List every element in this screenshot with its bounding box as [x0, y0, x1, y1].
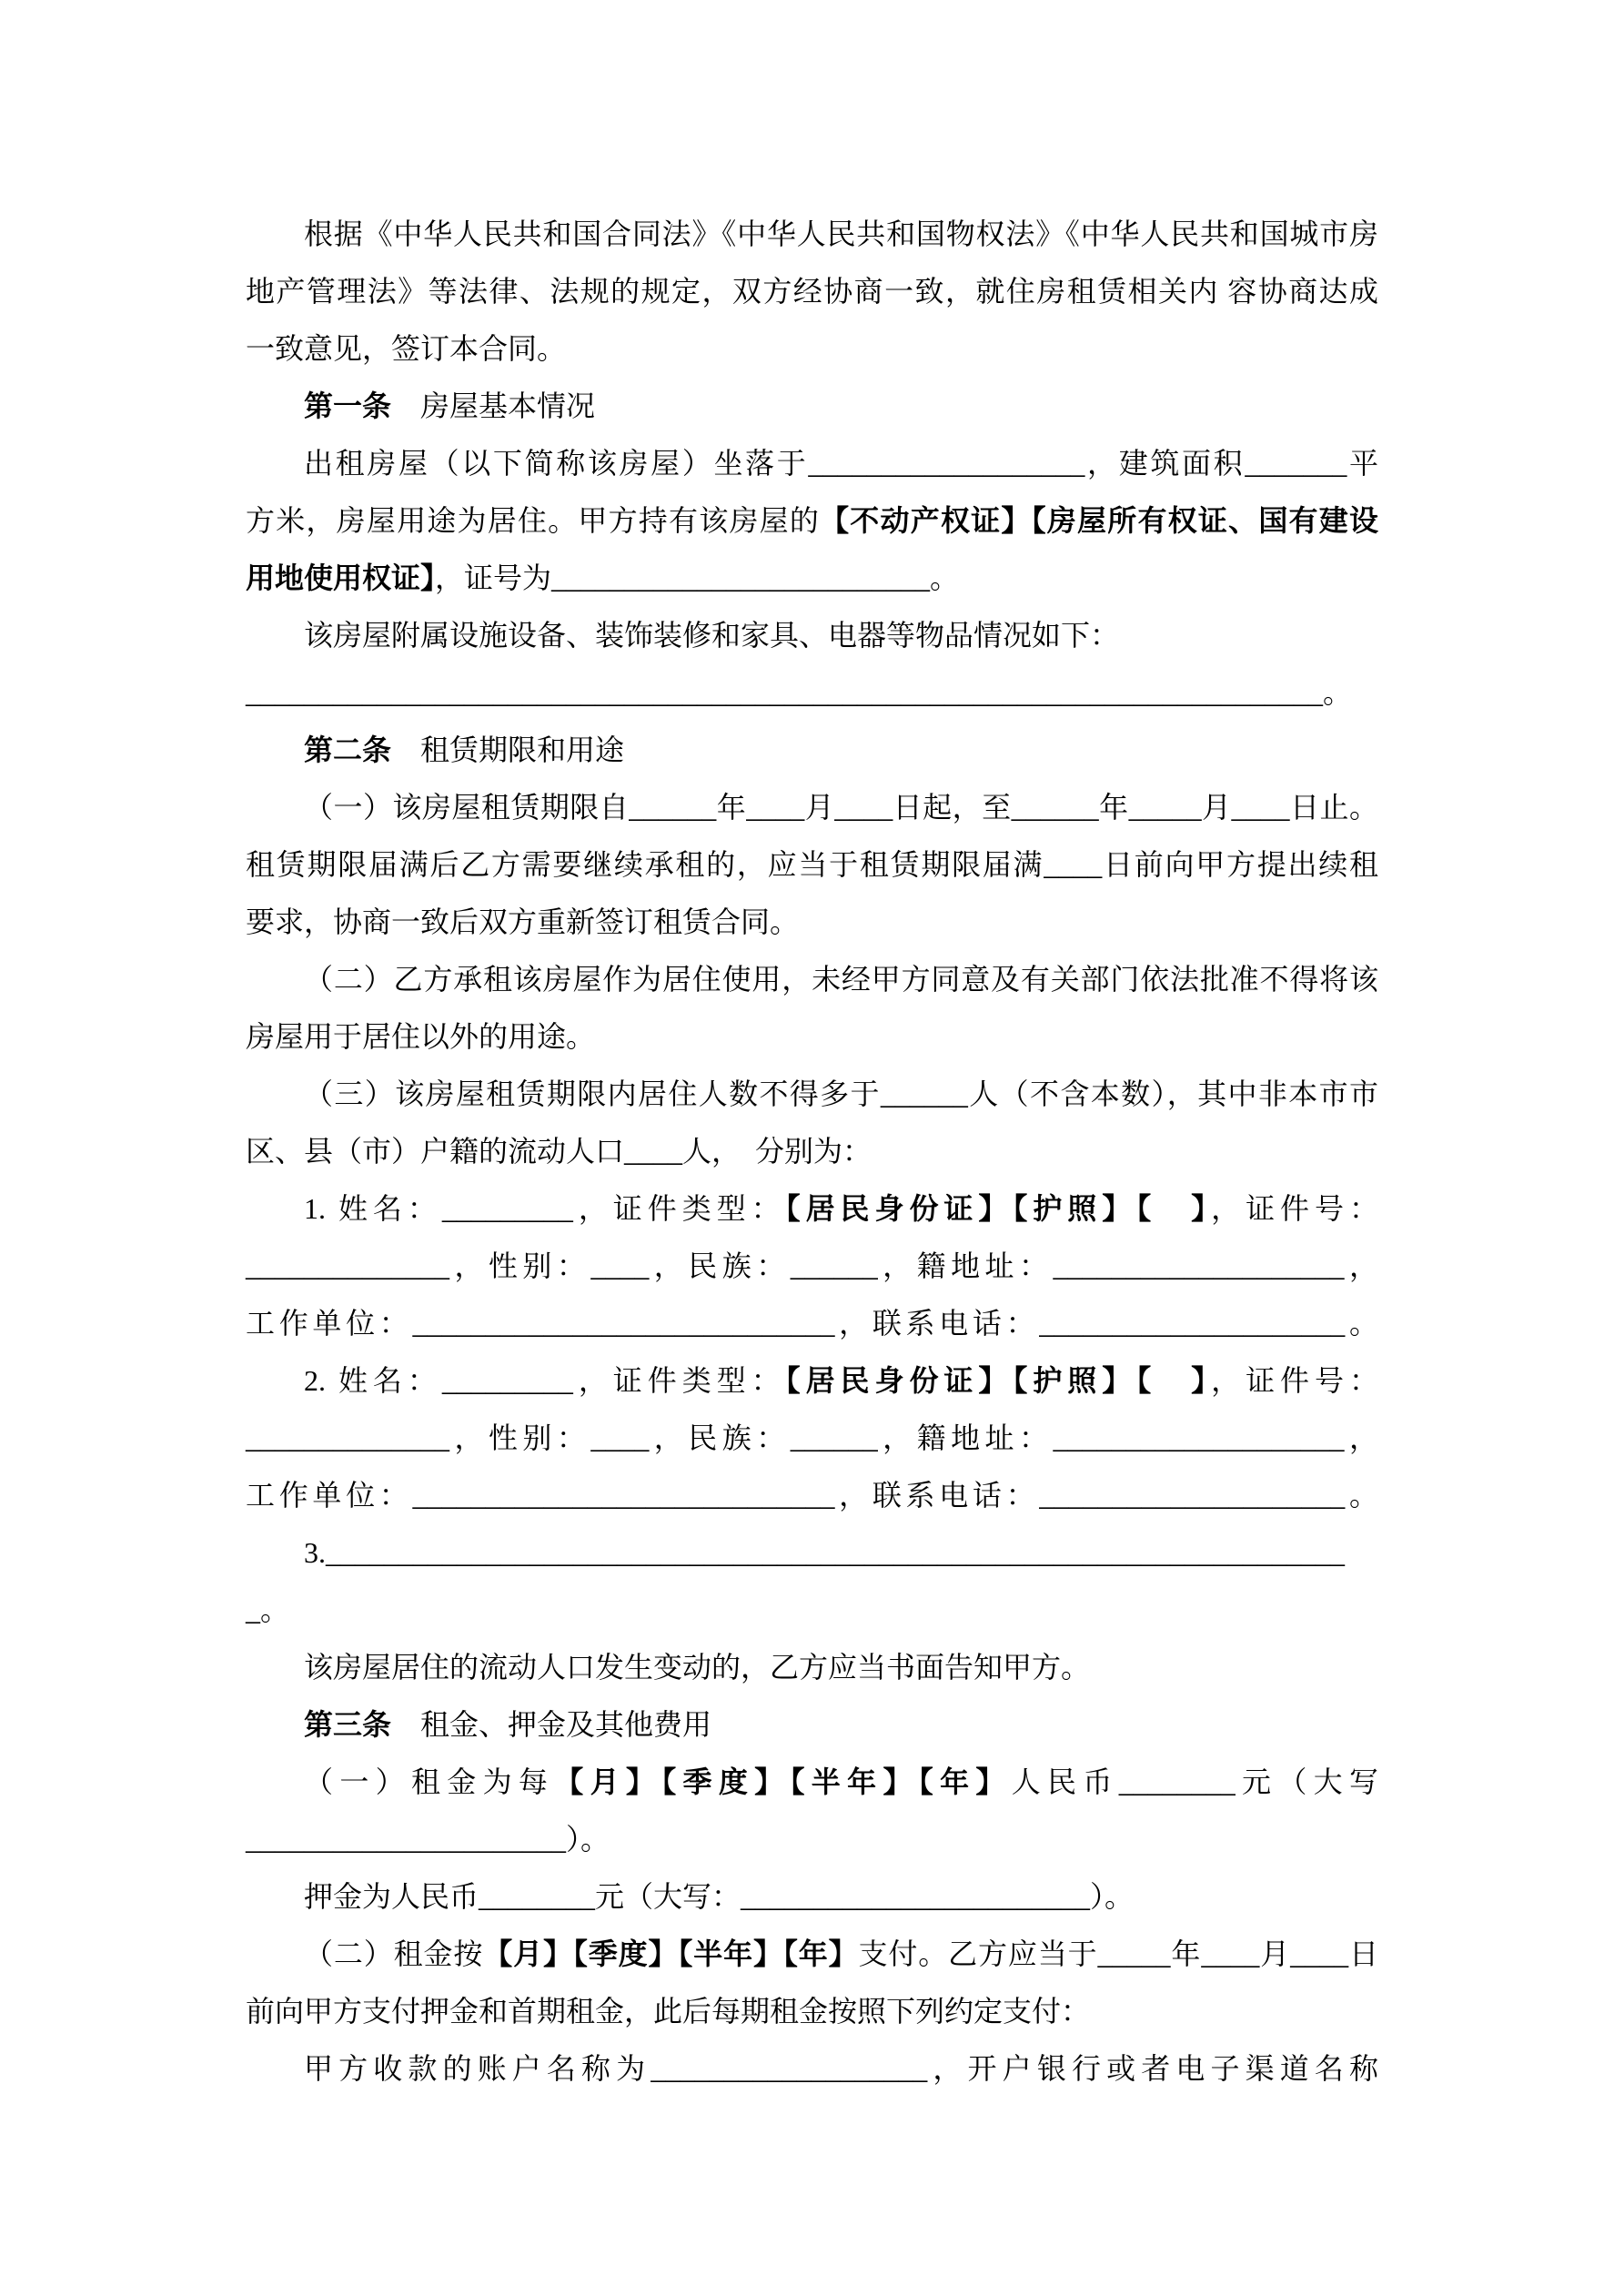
article-1-line-2 — [246, 492, 1378, 550]
text-run: ）。 — [566, 1823, 610, 1856]
text-run: ，联系电话： — [834, 1479, 1040, 1512]
text-run: ，籍地址： — [877, 1249, 1054, 1282]
text-run: ，证件号： — [1211, 1364, 1378, 1397]
blank-field: ___________________ — [808, 447, 1085, 480]
article-2-line-6 — [246, 1066, 1378, 1123]
article-3-line-5 — [246, 1983, 1378, 2040]
text-run: 人民币 — [1011, 1765, 1119, 1798]
blank-field: ____ — [834, 791, 893, 824]
text-run: ，民族： — [649, 1249, 791, 1282]
bracket-option: 用地使用权证】 — [246, 561, 436, 594]
article-2-line-8 — [246, 1639, 1378, 1696]
text-run: ，证件号： — [1211, 1192, 1378, 1225]
text-run: 根据《中华人民共和国合同法》《中华人民共和国物权法》《中华人民共和国城市房 — [304, 217, 1378, 250]
blank-field: __________________________ — [551, 561, 931, 594]
text-run: （一）租金为每 — [304, 1765, 555, 1798]
blank-field: ____________________ — [1053, 1249, 1345, 1282]
text-run: 地产管理法》等法律、法规的规定，双方经协商一致，就住房租赁相关内 容协商达成 — [246, 275, 1378, 308]
text-run: 日前向甲方提出续租 — [1102, 848, 1378, 881]
blank-field: _____ — [1128, 791, 1202, 824]
occupant-3-line-1 — [246, 1524, 1378, 1582]
blank-field: ______ — [790, 1421, 878, 1454]
text-run: 工作单位： — [246, 1307, 413, 1340]
text-run: 平 — [1347, 447, 1378, 480]
text-run: 该房屋附属设施设备、装饰装修和家具、电器等物品情况如下： — [304, 619, 1120, 652]
blank-field: ______________________ — [246, 1823, 566, 1856]
article-3-heading — [246, 1696, 1378, 1754]
text-run: 房屋基本情况 — [391, 389, 596, 422]
text-run: 租赁期限届满后乙方需要继续承租的，应当于租赁期限届满 — [246, 848, 1044, 881]
article-1-heading — [246, 378, 1378, 435]
blank-field: _________ — [441, 1364, 573, 1397]
text-run: 工作单位： — [246, 1479, 413, 1512]
occupant-3-line-2 — [246, 1582, 1378, 1639]
blank-field: __________________________________________________________________________ — [246, 676, 1323, 709]
blank-field: ______ — [629, 791, 717, 824]
blank-field: ___________________ — [651, 2052, 928, 2085]
blank-field: ____ — [746, 791, 805, 824]
blank-field: ______ — [880, 1077, 968, 1110]
article-3-line-6 — [246, 2040, 1378, 2098]
text-run: 房屋用于居住以外的用途。 — [246, 1020, 596, 1053]
article-2-line-1 — [246, 779, 1378, 836]
text-run: ，民族： — [649, 1421, 791, 1454]
blank-field: ____ — [1044, 848, 1103, 881]
text-run: 年 — [716, 791, 747, 824]
blank-field: ____ — [1201, 1937, 1260, 1970]
blank-field: _____________________________ — [412, 1479, 835, 1512]
blank-field: ____ — [624, 1135, 683, 1168]
text-run: 区、县（市）户籍的流动人口 — [246, 1135, 625, 1168]
text-run: 。 — [1323, 676, 1353, 709]
blank-field: _____ — [1097, 1937, 1171, 1970]
occupant-2-line-1 — [246, 1352, 1378, 1410]
article-3-line-2 — [246, 1811, 1378, 1868]
text-run: 前向甲方支付押金和首期租金，此后每期租金按照下列约定支付： — [246, 1995, 1091, 2028]
blank-field: ________________________ — [741, 1880, 1091, 1913]
preamble-line-1 — [246, 206, 1378, 263]
blank-field: ____ — [590, 1249, 650, 1282]
text-run: 日起，至 — [893, 791, 1012, 824]
article-2-line-5 — [246, 1008, 1378, 1066]
text-run: 年 — [1098, 791, 1129, 824]
article-2-heading — [246, 722, 1378, 779]
text-run: （二）乙方承租该房屋作为居住使用，未经甲方同意及有关部门依法批准不得将该 — [304, 963, 1378, 996]
occupant-1-line-1 — [246, 1180, 1378, 1238]
bracket-option: 第一条 — [304, 389, 392, 422]
text-run: ，证件类型： — [572, 1192, 786, 1225]
blank-field: _ — [246, 1593, 260, 1626]
text-run: 。 — [930, 561, 960, 594]
blank-field: _____________________________ — [412, 1307, 835, 1340]
preamble-line-3 — [246, 320, 1378, 378]
text-run: 日止。 — [1289, 791, 1378, 824]
blank-field: ____ — [1231, 791, 1290, 824]
article-1-blank-line — [246, 664, 1378, 722]
article-1-line-3 — [246, 550, 1378, 607]
text-run: 一致意见，签订本合同。 — [246, 332, 567, 365]
blank-field: ____________________ — [1053, 1421, 1345, 1454]
text-run: 元（大写 — [1235, 1765, 1378, 1798]
blank-field: _______ — [1245, 447, 1347, 480]
text-run: 要求，协商一致后双方重新签订租赁合同。 — [246, 905, 800, 938]
text-run: 方米，房屋用途为居住。甲方持有该房屋的 — [246, 504, 821, 537]
text-run: 1. 姓名： — [304, 1192, 442, 1225]
text-run: 甲方收款的账户名称为 — [304, 2052, 651, 2085]
text-run: （二）租金按 — [304, 1937, 484, 1970]
article-3-line-1 — [246, 1754, 1378, 1811]
text-run: ，联系电话： — [834, 1307, 1040, 1340]
text-run: 。 — [1345, 1307, 1378, 1340]
text-run: ，证件类型： — [572, 1364, 786, 1397]
text-run: 3. — [304, 1536, 326, 1569]
text-run: 人（不含本数），其中非本市市 — [967, 1077, 1378, 1110]
article-2-line-2 — [246, 836, 1378, 894]
text-run: 月 — [1201, 791, 1232, 824]
article-3-line-3 — [246, 1868, 1378, 1926]
text-run: 月 — [1259, 1937, 1291, 1970]
text-run: 。 — [1345, 1479, 1378, 1512]
bracket-option: 第二条 — [304, 733, 392, 766]
bracket-option: 【月】【季度】【半年】【年】 — [554, 1765, 1012, 1798]
bracket-option: 【居民身份证】【护照】【 】 — [785, 1192, 1212, 1225]
blank-field: _____________________ — [1039, 1479, 1346, 1512]
text-run: 元（大写： — [595, 1880, 741, 1913]
article-1-line-4 — [246, 607, 1378, 664]
article-1-line-1 — [246, 435, 1378, 492]
text-run: 年 — [1170, 1937, 1202, 1970]
text-run: ，开户银行或者电子渠道名称 — [927, 2052, 1378, 2085]
article-2-line-3 — [246, 894, 1378, 951]
text-run: 人， 分别为： — [682, 1135, 873, 1168]
text-run: 押金为人民币 — [304, 1880, 479, 1913]
bracket-option: 【居民身份证】【护照】【 】 — [785, 1364, 1212, 1397]
blank-field: ____ — [590, 1421, 650, 1454]
preamble-line-2 — [246, 263, 1378, 320]
text-run: 租金、押金及其他费用 — [391, 1708, 712, 1741]
blank-field: ________ — [1118, 1765, 1236, 1798]
text-run: 支付。乙方应当于 — [858, 1937, 1098, 1970]
bracket-option: 【月】【季度】【半年】【年】 — [483, 1937, 859, 1970]
text-run: 月 — [804, 791, 835, 824]
blank-field: _________ — [441, 1192, 573, 1225]
text-run: （三）该房屋租赁期限内居住人数不得多于 — [304, 1077, 881, 1110]
blank-field: ____ — [1290, 1937, 1349, 1970]
article-2-line-4 — [246, 951, 1378, 1008]
text-run: ，建筑面积 — [1084, 447, 1246, 480]
occupant-2-line-3 — [246, 1467, 1378, 1524]
article-2-line-7 — [246, 1123, 1378, 1180]
text-run: 日 — [1348, 1937, 1378, 1970]
blank-field: _____________________ — [1039, 1307, 1346, 1340]
text-run: 该房屋居住的流动人口发生变动的，乙方应当书面告知甲方。 — [304, 1651, 1091, 1684]
bracket-option: 【不动产权证】【房屋所有权证、国有建设 — [820, 504, 1378, 537]
text-run: ， — [1344, 1249, 1378, 1282]
blank-field: ______________ — [246, 1421, 449, 1454]
article-3-line-4 — [246, 1926, 1378, 1983]
text-run: 出租房屋（以下简称该房屋）坐落于 — [304, 447, 809, 480]
text-run: 2. 姓名： — [304, 1364, 442, 1397]
contract-body — [246, 206, 1378, 2098]
text-run: ，性别： — [449, 1421, 591, 1454]
blank-field: ______ — [790, 1249, 878, 1282]
text-run: 。 — [260, 1593, 290, 1626]
text-run: ）。 — [1090, 1880, 1135, 1913]
bracket-option: 第三条 — [304, 1708, 392, 1741]
blank-field: ________ — [479, 1880, 596, 1913]
occupant-1-line-2 — [246, 1238, 1378, 1295]
occupant-1-line-3 — [246, 1295, 1378, 1352]
text-run: 租赁期限和用途 — [391, 733, 625, 766]
blank-field: ______________________________________________________________________ — [326, 1536, 1345, 1569]
occupant-2-line-2 — [246, 1410, 1378, 1467]
blank-field: ______ — [1011, 791, 1099, 824]
text-run: ，证号为 — [435, 561, 552, 594]
text-run: （一）该房屋租赁期限自 — [304, 791, 630, 824]
blank-field: ______________ — [246, 1249, 449, 1282]
text-run: ，籍地址： — [877, 1421, 1054, 1454]
text-run: ， — [1344, 1421, 1378, 1454]
text-run: ，性别： — [449, 1249, 591, 1282]
